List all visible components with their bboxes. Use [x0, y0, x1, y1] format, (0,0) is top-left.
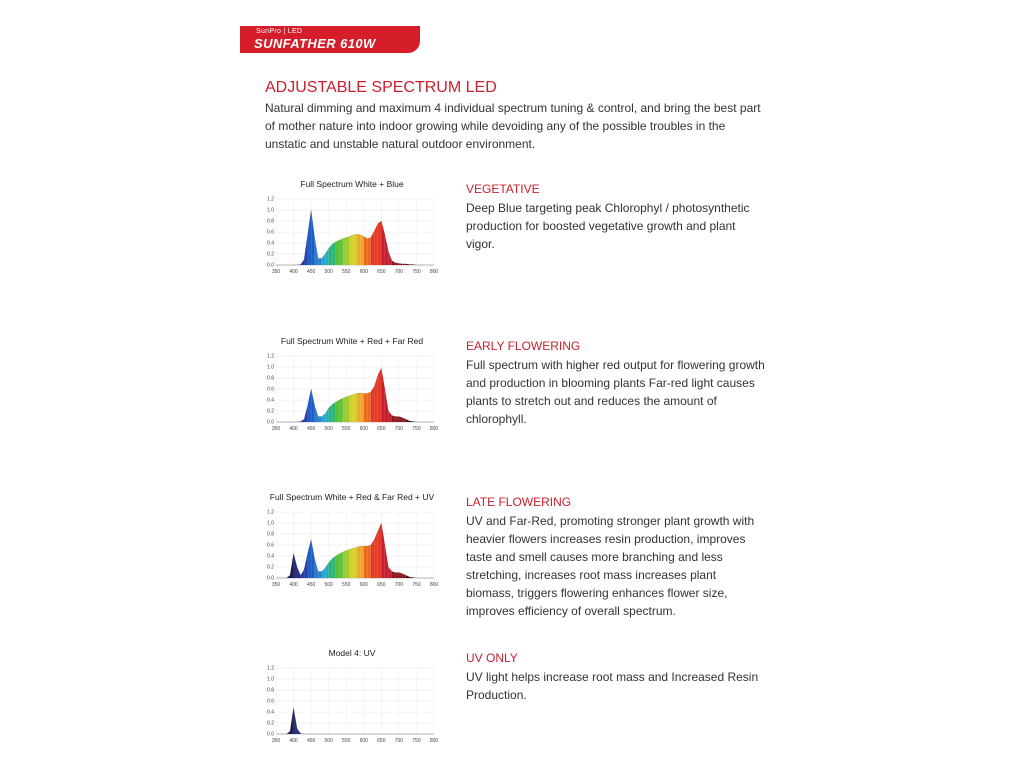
chart-plot — [262, 504, 442, 598]
x-tick-label: 650 — [377, 582, 386, 588]
spectrum-segment — [392, 261, 396, 265]
x-tick-label: 650 — [377, 738, 386, 744]
chart-title: Full Spectrum White + Red & Far Red + UV — [269, 492, 435, 502]
y-tick-label: 1.2 — [267, 196, 274, 203]
x-tick-label: 350 — [271, 582, 281, 588]
spectrum-segment — [388, 251, 392, 265]
spectrum-chart-2 — [262, 336, 442, 444]
x-tick-label: 450 — [306, 738, 316, 744]
y-tick-label: 0.4 — [267, 240, 274, 247]
spectrum-segment — [332, 242, 336, 265]
x-tick-label: 550 — [342, 738, 351, 744]
x-tick-label: 600 — [359, 582, 368, 588]
spectrum-segment — [315, 406, 319, 423]
spectrum-segment — [308, 389, 312, 422]
spectrum-segment — [336, 554, 340, 578]
y-tick-label: 1.2 — [267, 509, 274, 516]
spectrum-segment — [374, 375, 378, 422]
y-tick-label: 0.2 — [267, 564, 274, 571]
spectrum-segment — [311, 210, 315, 265]
page-headline: ADJUSTABLE SPECTRUM LED — [265, 79, 497, 96]
spectrum-segment — [371, 386, 375, 422]
spectrum-segment — [346, 236, 350, 265]
chart-title: Model 4: UV — [328, 648, 376, 658]
spectrum-segment — [364, 546, 368, 578]
spectrum-segment — [357, 393, 361, 422]
spectrum-chart-4 — [262, 648, 442, 756]
spectrum-segment — [381, 368, 385, 422]
x-tick-label: 500 — [324, 738, 333, 744]
spectrum-segment — [367, 238, 371, 266]
spectrum-segment — [329, 559, 333, 578]
x-tick-label: 750 — [412, 582, 421, 588]
spectrum-segment — [346, 549, 350, 578]
spectrum-segment — [371, 231, 375, 265]
x-tick-label: 750 — [412, 738, 421, 744]
spectrum-segment — [315, 559, 319, 578]
spectrum-segment — [353, 234, 357, 265]
spectrum-segment — [353, 547, 357, 578]
spectrum-segment — [329, 244, 333, 265]
x-tick-label: 550 — [342, 269, 351, 275]
y-tick-label: 0.0 — [267, 262, 274, 269]
spectrum-segment — [332, 556, 336, 578]
spectrum-segment — [343, 551, 347, 579]
x-tick-label: 600 — [359, 269, 368, 275]
x-tick-label: 450 — [306, 582, 316, 588]
spectrum-segment — [304, 553, 308, 578]
brand-title: SUNFATHER 610W — [254, 36, 376, 51]
y-tick-label: 0.2 — [267, 251, 274, 258]
spectrum-segment — [360, 546, 364, 578]
x-tick-label: 800 — [429, 269, 439, 275]
y-tick-label: 1.0 — [267, 207, 274, 214]
x-tick-label: 450 — [306, 426, 316, 432]
x-tick-label: 800 — [429, 426, 439, 432]
spectrum-chart-3 — [262, 492, 442, 600]
x-tick-label: 550 — [342, 582, 351, 588]
x-tick-label: 700 — [394, 582, 404, 588]
y-tick-label: 0.8 — [267, 687, 274, 694]
section-text-late-flowering: UV and Far-Red, promoting stronger plant growth with heavier flowers increases resin production, improves taste and smell causes more branching and less stretching, increases root mass increases plant biomass, triggers flowering enhances flower size, improves efficiency of overall spectrum. — [466, 514, 755, 618]
y-tick-label: 1.0 — [267, 364, 274, 371]
y-tick-label: 0.6 — [267, 229, 274, 236]
spectrum-segment — [378, 523, 382, 578]
x-tick-label: 500 — [324, 269, 333, 275]
spectrum-segment — [385, 235, 389, 265]
section-title-vegetative: VEGETATIVE — [466, 182, 540, 196]
y-tick-label: 0.8 — [267, 218, 274, 225]
y-tick-label: 0.6 — [267, 542, 274, 549]
x-tick-label: 600 — [359, 738, 368, 744]
spectrum-segment — [325, 408, 329, 422]
spectrum-segment — [395, 573, 399, 579]
spectrum-segment — [378, 368, 382, 422]
y-tick-label: 0.6 — [267, 698, 274, 705]
spectrum-segment — [367, 392, 371, 422]
y-tick-label: 0.4 — [267, 709, 274, 716]
x-tick-label: 350 — [271, 426, 281, 432]
x-tick-label: 700 — [394, 269, 404, 275]
spectrum-segment — [301, 570, 305, 578]
spectrum-segment — [371, 540, 375, 579]
spectrum-chart-1 — [262, 179, 442, 287]
brand-logo-badge — [240, 26, 420, 53]
y-tick-label: 0.0 — [267, 731, 274, 738]
x-tick-label: 800 — [429, 582, 439, 588]
spectrum-segment — [388, 567, 392, 578]
y-tick-label: 0.6 — [267, 386, 274, 393]
spectrum-segment — [385, 545, 389, 578]
spectrum-segment — [353, 393, 357, 422]
x-tick-label: 400 — [289, 269, 298, 275]
spectrum-segment — [308, 210, 312, 265]
chart-plot — [262, 191, 442, 285]
spectrum-segment — [318, 571, 322, 578]
x-tick-label: 750 — [412, 426, 421, 432]
section-text-vegetative: Deep Blue targeting peak Chlorophyl / photosynthetic production for boosted vegetative growth and plant vigor. — [466, 201, 750, 251]
y-tick-label: 0.0 — [267, 419, 274, 426]
x-tick-label: 500 — [324, 426, 333, 432]
section-title-early-flowering: EARLY FLOWERING — [466, 339, 581, 353]
x-tick-label: 500 — [324, 582, 333, 588]
spectrum-segment — [325, 563, 329, 578]
spectrum-segment — [364, 393, 368, 422]
spectrum-segment — [360, 393, 364, 422]
section-text-early-flowering: Full spectrum with higher red output for flowering growth and production in blooming plants Far-red light causes plants to stretch out and reduces the amount of chlorophyll. — [466, 358, 765, 426]
section-title-late-flowering: LATE FLOWERING — [466, 495, 572, 509]
section-title-uv-only: UV ONLY — [466, 651, 518, 665]
chart-plot — [262, 660, 442, 754]
y-tick-label: 0.2 — [267, 408, 274, 415]
x-tick-label: 600 — [359, 426, 368, 432]
y-tick-label: 1.2 — [267, 665, 274, 672]
spectrum-segment — [357, 234, 361, 265]
intro-paragraph: Natural dimming and maximum 4 individual spectrum tuning & control, and bring the best part of mother nature into indoor growing while devoiding any of the possible troubles in the unstatic and unstable natural outdoor environment. — [265, 101, 761, 151]
brand-subtitle: SunPro | LED — [256, 28, 303, 35]
x-tick-label: 650 — [377, 426, 386, 432]
spectrum-segment — [311, 540, 315, 579]
chart-plot — [262, 348, 442, 442]
spectrum-segment — [360, 235, 364, 265]
x-tick-label: 650 — [377, 269, 386, 275]
x-tick-label: 550 — [342, 426, 351, 432]
y-tick-label: 0.8 — [267, 375, 274, 382]
spectrum-segment — [350, 235, 354, 265]
spectrum-segment — [395, 417, 399, 423]
spectrum-segment — [336, 240, 340, 265]
y-tick-label: 0.4 — [267, 553, 274, 560]
x-tick-label: 350 — [271, 738, 281, 744]
x-tick-label: 450 — [306, 269, 316, 275]
spectrum-segment — [339, 239, 343, 265]
x-tick-label: 350 — [271, 269, 281, 275]
spectrum-segment — [322, 254, 326, 265]
spectrum-segment — [350, 548, 354, 578]
y-tick-label: 0.0 — [267, 575, 274, 582]
y-tick-label: 1.0 — [267, 676, 274, 683]
spectrum-segment — [346, 396, 350, 422]
section-text-uv-only: UV light helps increase root mass and Increased Resin Production. — [466, 670, 759, 702]
chart-title: Full Spectrum White + Blue — [300, 179, 404, 189]
y-tick-label: 0.2 — [267, 720, 274, 727]
x-tick-label: 750 — [412, 269, 421, 275]
spectrum-segment — [318, 258, 322, 265]
spectrum-segment — [311, 389, 315, 422]
spectrum-segment — [339, 552, 343, 578]
spectrum-segment — [329, 404, 333, 422]
spectrum-segment — [343, 397, 347, 422]
chart-title: Full Spectrum White + Red + Far Red — [280, 336, 424, 346]
spectrum-segment — [385, 389, 389, 422]
spectrum-segment — [350, 395, 354, 423]
spectrum-segment — [332, 402, 336, 422]
y-tick-label: 0.4 — [267, 397, 274, 404]
x-tick-label: 400 — [289, 426, 298, 432]
spectrum-segment — [381, 523, 385, 578]
spectrum-segment — [378, 221, 382, 265]
y-tick-label: 1.2 — [267, 353, 274, 360]
spectrum-segment — [367, 545, 371, 578]
spectrum-segment — [336, 400, 340, 422]
x-tick-label: 700 — [394, 738, 404, 744]
x-tick-label: 400 — [289, 738, 298, 744]
x-tick-label: 800 — [429, 738, 439, 744]
spectrum-segment — [364, 236, 368, 265]
spectrum-outline — [276, 708, 434, 734]
y-tick-label: 0.8 — [267, 531, 274, 538]
spectrum-segment — [388, 411, 392, 422]
spectrum-segment — [308, 540, 312, 579]
spectrum-segment — [339, 398, 343, 422]
x-tick-label: 700 — [394, 426, 404, 432]
y-tick-label: 1.0 — [267, 520, 274, 527]
spectrum-segment — [318, 417, 322, 423]
spectrum-segment — [357, 546, 361, 578]
spectrum-segment — [343, 238, 347, 266]
x-tick-label: 400 — [289, 582, 298, 588]
